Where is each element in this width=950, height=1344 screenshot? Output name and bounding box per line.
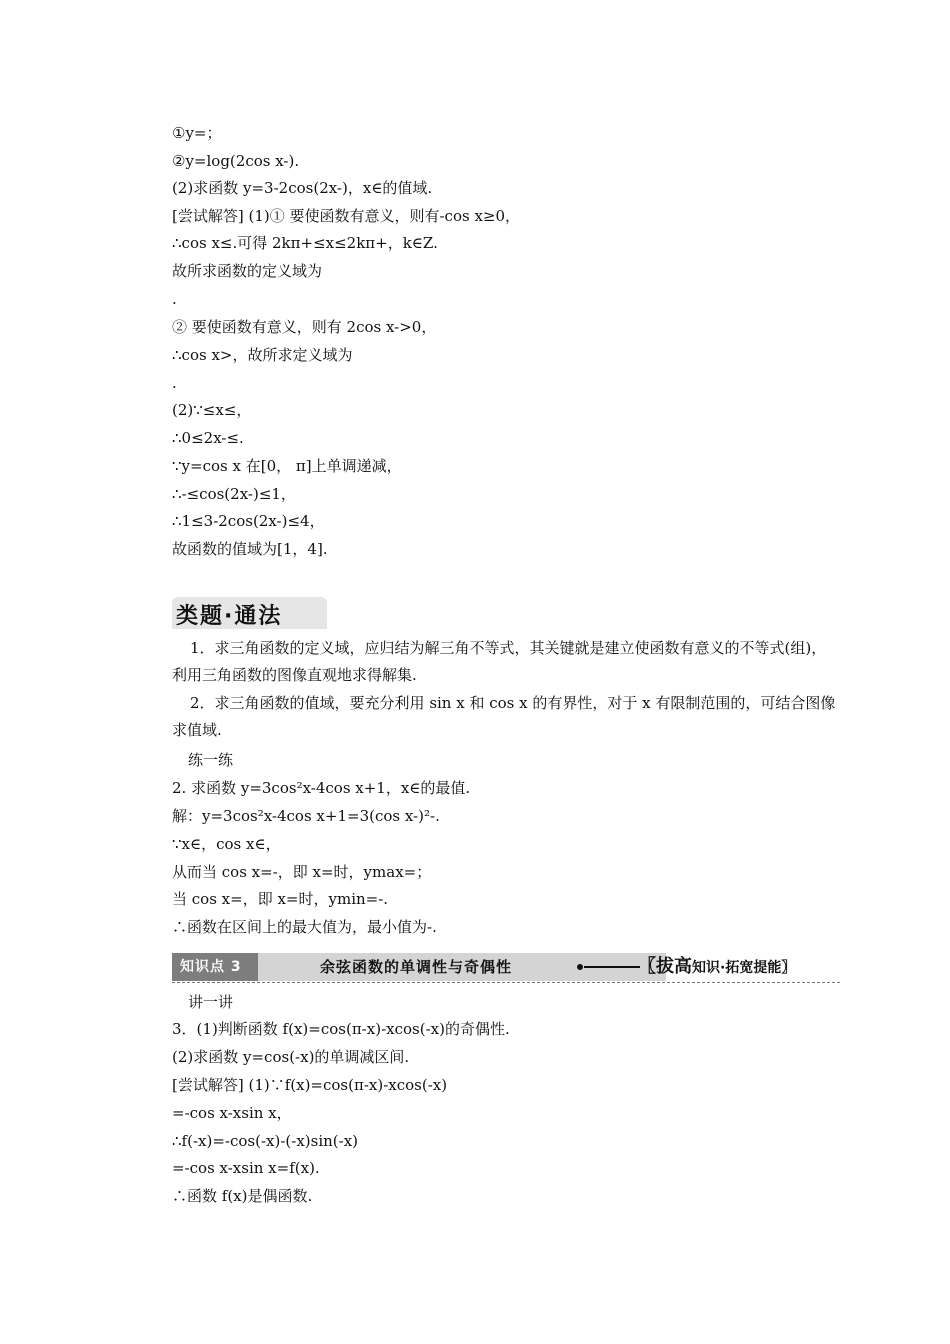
text-line: ∴cos x>，故所求定义域为: [172, 346, 353, 364]
knowledge-point-label: 知识点 3: [172, 953, 258, 981]
lecture-line: ∴f(-x)=-cos(-x)-(-x)sin(-x): [172, 1132, 359, 1150]
practice-line: 当 cos x=，即 x=时，ymin=-.: [172, 890, 389, 908]
knowledge-point-title: 余弦函数的单调性与奇偶性: [320, 958, 513, 976]
lecture-line: (2)求函数 y=cos(-x)的单调减区间.: [172, 1048, 410, 1066]
text-line: (2)求函数 y=3-2cos(2x-)，x∈的值域.: [172, 179, 433, 197]
tagline-emphasis: 〖拔高: [638, 956, 692, 977]
practice-line: 解：y=3cos²x-4cos x+1=3(cos x-)²-.: [172, 807, 440, 825]
practice-heading: 练一练: [188, 751, 234, 769]
practice-line: 从而当 cos x=-，即 x=时，ymax=；: [172, 863, 432, 881]
tagline-rest: 知识·拓宽提能〗: [692, 960, 796, 976]
dashed-divider: [172, 982, 840, 983]
text-line: ∴-≤cos(2x-)≤1，: [172, 485, 296, 503]
text-line: ∴0≤2x-≤.: [172, 429, 244, 447]
practice-line: ∵x∈，cos x∈，: [172, 835, 281, 853]
text-line: ② 要使函数有意义，则有 2cos x->0，: [172, 318, 437, 336]
bullet-dot-icon: [577, 964, 583, 970]
method-paragraph-1: 1．求三角函数的定义域，应归结为解三角不等式，其关键就是建立使函数有意义的不等式(组)，利用三角函数的图像直观地求得解集.: [172, 639, 827, 684]
section-banner-title: 类题·通法: [176, 604, 283, 629]
lecture-line: 3．(1)判断函数 f(x)=cos(π-x)-xcos(-x)的奇偶性.: [172, 1020, 510, 1038]
connector-line: [584, 966, 640, 968]
lecture-heading: 讲一讲: [188, 993, 234, 1011]
text-line: ②y=log(2cos x-).: [172, 152, 300, 170]
lecture-line: =-cos x-xsin x=f(x).: [172, 1159, 320, 1177]
text-line: .: [172, 290, 177, 308]
lecture-line: ∴函数 f(x)是偶函数.: [172, 1187, 313, 1205]
text-line: [尝试解答] (1)① 要使函数有意义，则有-cos x≥0，: [172, 207, 521, 225]
knowledge-point-bar: [172, 953, 840, 981]
text-line: (2)∵≤x≤，: [172, 401, 252, 419]
text-line: .: [172, 374, 177, 392]
practice-line: 2. 求函数 y=3cos²x-4cos x+1，x∈的最值.: [172, 779, 471, 797]
practice-line: ∴函数在区间上的最大值为，最小值为-.: [172, 918, 437, 936]
text-line: 故所求函数的定义域为: [172, 262, 323, 280]
text-line: 故函数的值域为[1，4].: [172, 540, 328, 558]
text-line: ∴1≤3-2cos(2x-)≤4，: [172, 512, 325, 530]
text-line: ∵y=cos x 在[0， π]上单调递减，: [172, 457, 402, 475]
knowledge-tagline: [638, 953, 795, 982]
lecture-line: =-cos x-xsin x，: [172, 1104, 292, 1122]
method-paragraph-2: 2．求三角函数的值域，要充分利用 sin x 和 cos x 的有界性，对于 x 有限制范围的，可结合图像求值域.: [172, 694, 836, 739]
text-line: ①y=；: [172, 124, 222, 142]
text-line: ∴cos x≤.可得 2kπ+≤x≤2kπ+，k∈Z.: [172, 234, 438, 252]
lecture-line: [尝试解答] (1)∵f(x)=cos(π-x)-xcos(-x): [172, 1076, 448, 1094]
